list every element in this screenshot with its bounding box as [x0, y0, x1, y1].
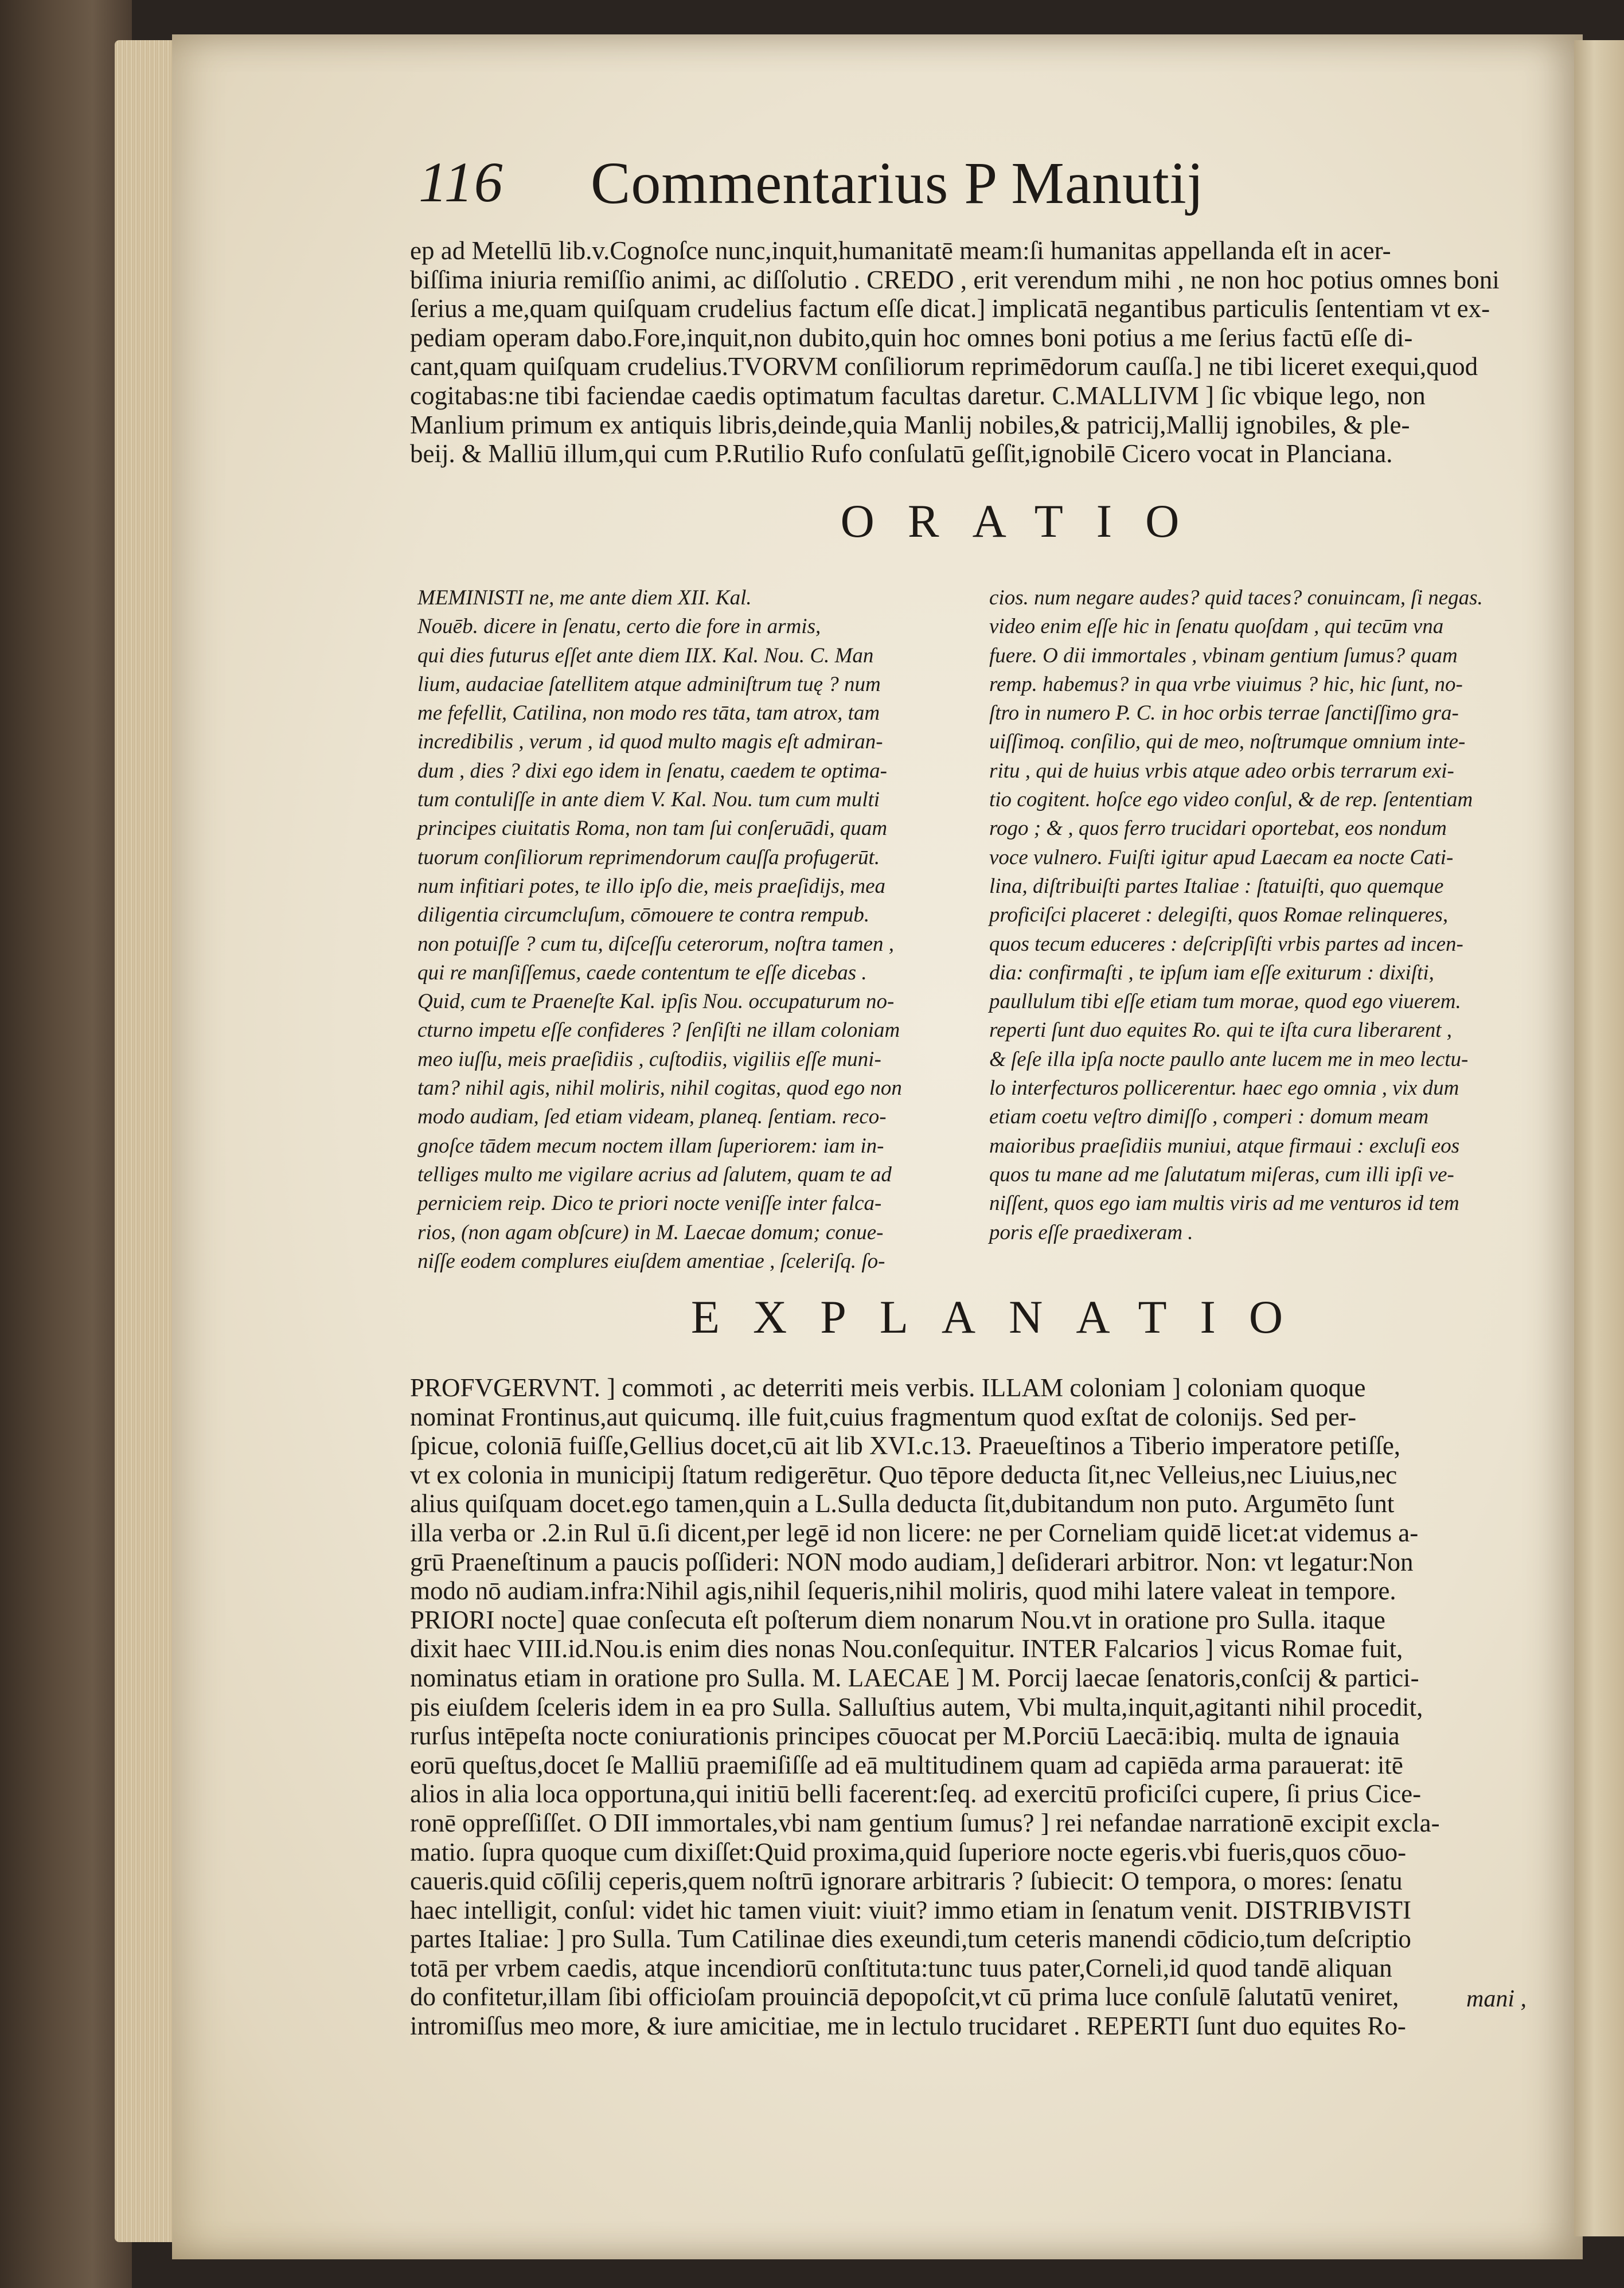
commentary-line: cogitabas:ne tibi faciendae caedis optimatum facultas daretur. C.MALLIVM ] ſic vbique lego, non: [410, 381, 1426, 410]
oratio-line: video enim eſſe hic in ſenatu quoſdam , qui tecūm vna: [989, 615, 1444, 639]
oratio-line: niſſe eodem complures eiuſdem amentiae , ſceleriſq. ſo-: [417, 1249, 885, 1273]
commentary-line: pediam operam dabo.Fore,inquit,non dubito,quin hoc omnes boni potius a me ſerius factū eſſe di-: [410, 323, 1413, 352]
explanatio-line: ſpicue, coloniā fuiſſe,Gellius docet,cū ait lib XVI.c.13. Praeueſtinos a Tiberio imperatore petiſſe,: [410, 1431, 1401, 1461]
explanatio-line: partes Italiae: ] pro Sulla. Tum Catilinae dies exeundi,tum ceteris manendi cōdicio,tum deſcriptio: [410, 1924, 1411, 1954]
page-header: [419, 149, 1393, 235]
oratio-line: modo audiam, ſed etiam videam, planeq. ſentiam. reco-: [417, 1105, 887, 1129]
commentary-line: Manlium primum ex antiquis libris,deinde,quia Manlij nobiles,& patricij,Mallij ignobiles, & ple-: [410, 410, 1410, 439]
oratio-line: rogo ; & , quos ferro trucidari oportebat, eos nondum: [989, 817, 1447, 841]
explanatio-line: vt ex colonia in municipij ſtatum redigerētur. Quo tēpore deducta ſit,nec Velleius,nec Liuius,nec: [410, 1460, 1397, 1489]
running-title: Commentarius P Manutij: [591, 150, 1204, 216]
oratio-line: incredibilis , verum , id quod multo magis eſt admiran-: [417, 730, 883, 754]
oratio-line: principes ciuitatis Roma, non tam ſui conſeruādi, quam: [417, 817, 888, 841]
oratio-line: non potuiſſe ? cum tu, diſceſſu ceterorum, noſtra tamen ,: [417, 932, 895, 956]
oratio-line: qui re manſiſſemus, caede contentum te eſſe dicebas .: [417, 961, 867, 985]
oratio-line: paullulum tibi eſſe etiam tum morae, quod ego viuerem.: [989, 990, 1461, 1014]
oratio-line: cturno impetu eſſe confideres ? ſenſiſti ne illam coloniam: [417, 1018, 900, 1043]
oratio-line: lium, audaciae ſatellitem atque adminiſtrum tuę ? num: [417, 672, 881, 696]
oratio-line: cios. num negare audes? quid taces? conuincam, ſi negas.: [989, 586, 1483, 610]
oratio-line: maioribus praeſidiis muniui, atque firmaui : excluſi eos: [989, 1134, 1460, 1158]
explanatio-line: haec intelligit, conſul: videt hic tamen viuit: viuit? immo etiam in ſenatum venit. DISTRIBVISTI: [410, 1895, 1411, 1924]
explanatio-line: alios in alia loca opportuna,qui initiū belli facerent:ſeq. ad exercitū proficiſci cupere, ſi prius Cice-: [410, 1779, 1422, 1809]
explanatio-line: alius quiſquam docet.ego tamen,quin a L.Sulla deducta ſit,dubitandum non puto. Argumēto ſunt: [410, 1489, 1395, 1518]
oratio-line: dum , dies ? dixi ego idem in ſenatu, caedem te optima-: [417, 759, 887, 783]
explanatio-text: [410, 1373, 1517, 2041]
oratio-line: poris eſſe praedixeram .: [989, 1220, 1193, 1244]
oratio-line: ſtro in numero P. C. in hoc orbis terrae ſanctiſſimo gra-: [989, 701, 1459, 725]
catchword: mani ,: [1466, 1986, 1527, 2012]
explanatio-line: PROFVGERVNT. ] commoti , ac deterriti meis verbis. ILLAM coloniam ] coloniam quoque: [410, 1373, 1366, 1402]
explanatio-line: eorū queſtus,docet ſe Malliū praemiſiſſe ad eā multitudinem quam ad capiēda arma parauerat: itē: [410, 1750, 1403, 1779]
explanatio-line: nominat Frontinus,aut quicumq. ille fuit,cuius fragmentum quod exſtat de colonijs. Sed per-: [410, 1402, 1357, 1431]
explanatio-line: illa verba or .2.in Rul ū.ſi dicent,per legē id non licere: ne per Corneliam quidē licet:at videmus a-: [410, 1518, 1419, 1547]
oratio-line: remp. habemus? in qua vrbe viuimus ? hic, hic ſunt, no-: [989, 672, 1463, 696]
explanatio-line: grū Praeneſtinum a paucis poſſideri: NON modo audiam,] deſiderari arbitror. Non: vt legatur:Non: [410, 1547, 1414, 1576]
commentary-line: ep ad Metellū lib.v.Cognoſce nunc,inquit,humanitatē meam:ſi humanitas appellanda eſt in acer-: [410, 236, 1391, 265]
oratio-line: Nouēb. dicere in ſenatu, certo die fore in armis,: [417, 615, 821, 639]
commentary-top: [410, 236, 1517, 468]
oratio-line: proficiſci placeret : delegiſti, quos Romae relinqueres,: [989, 903, 1449, 927]
oratio-line: quos tu mane ad me ſalutatum miſeras, cum illi ipſi ve-: [989, 1162, 1454, 1186]
oratio-line: num infitiari potes, te illo ipſo die, meis praeſidijs, mea: [417, 874, 886, 898]
oratio-left-column: [417, 584, 982, 1276]
oratio-line: tuorum conſiliorum reprimendorum cauſſa profugerūt.: [417, 845, 880, 869]
explanatio-line: nominatus etiam in oratione pro Sulla. M. LAECAE ] M. Porcij laecae ſenatoris,conſcij & partici-: [410, 1663, 1419, 1692]
commentary-line: ſerius a me,quam quiſquam crudelius factum eſſe dicat.] implicatā negantibus particulis ſententiam vt ex-: [410, 294, 1490, 323]
explanatio-line: PRIORI nocte] quae conſecuta eſt poſterum diem nonarum Nou.vt in oratione pro Sulla. itaque: [410, 1605, 1385, 1634]
oratio-line: voce vulnero. Fuiſti igitur apud Laecam ea nocte Cati-: [989, 845, 1454, 869]
book-cover-left: [0, 0, 132, 2288]
oratio-line: me fefellit, Catilina, non modo res tāta, tam atrox, tam: [417, 701, 880, 725]
explanatio-line: do confitetur,illam ſibi officioſam prouinciā depopoſcit,vt cū prima luce conſulē ſalutatū veniret,: [410, 1982, 1399, 2012]
oratio-right-column: [989, 584, 1554, 1247]
oratio-line: telliges multo me vigilare acrius ad ſalutem, quam te ad: [417, 1162, 892, 1186]
oratio-line: tam? nihil agis, nihil moliris, nihil cogitas, quod ego non: [417, 1076, 902, 1100]
oratio-line: qui dies futurus eſſet ante diem IIX. Kal. Nou. C. Man: [417, 643, 874, 667]
commentary-line: biſſima iniuria remiſſio animi, ac diſſolutio . CREDO , erit verendum mihi , ne non hoc potius omnes boni: [410, 265, 1500, 294]
explanatio-heading: EXPLANATIO: [690, 1291, 1317, 1343]
oratio-line: quos tecum educeres : deſcripſiſti vrbis partes ad incen-: [989, 932, 1463, 956]
oratio-line: tio cogitent. hoſce ego video conſul, & de rep. ſententiam: [989, 788, 1473, 812]
oratio-line: tum contuliſſe in ante diem V. Kal. Nou. tum cum multi: [417, 788, 880, 812]
oratio-line: dia: confirmaſti , te ipſum iam eſſe exiturum : dixiſti,: [989, 961, 1434, 985]
explanatio-line: modo nō audiam.infra:Nihil agis,nihil ſequeris,nihil moliris, quod mihi latere valeat in tempore.: [410, 1576, 1396, 1606]
oratio-line: fuere. O dii immortales , vbinam gentium ſumus? quam: [989, 643, 1458, 667]
explanatio-line: caueris.quid cōſilij ceperis,quem noſtrū ignorare arbitraris ? ſubiecit: O tempora, o mores: ſenatu: [410, 1867, 1403, 1896]
explanatio-line: totā per vrbem caedis, atque incendiorū conſtituta:tunc tuus pater,Corneli,id quod tandē aliquan: [410, 1953, 1392, 1982]
oratio-line: gnoſce tādem mecum noctem illam ſuperiorem: iam in-: [417, 1134, 884, 1158]
explanatio-line: dixit haec VIII.id.Nou.is enim dies nonas Nou.conſequitur. INTER Falcarios ] vicus Romae fuit,: [410, 1634, 1403, 1664]
commentary-line: beij. & Malliū illum,qui cum P.Rutilio Rufo conſulatū geſſit,ignobilē Cicero vocat in Planciana.: [410, 439, 1393, 468]
oratio-line: rios, (non agam obſcure) in M. Laecae domum; conue-: [417, 1220, 884, 1244]
oratio-line: niſſent, quos ego iam multis viris ad me venturos id tem: [989, 1192, 1459, 1216]
explanatio-line: rurſus intēpeſta nocte coniurationis principes cōuocat per M.Porciū Laecā:ibiq. multa de ignauia: [410, 1721, 1400, 1751]
page-number: 116: [419, 150, 504, 214]
oratio-line: reperti ſunt duo equites Ro. qui te iſta cura liberarent ,: [989, 1018, 1453, 1043]
facing-page-edge: [1574, 40, 1624, 2236]
explanatio-line: pis eiuſdem ſceleris idem in ea pro Sulla. Salluſtius autem, Vbi multa,inquit,agitanti nihil procedit,: [410, 1692, 1423, 1721]
oratio-line: Quid, cum te Praeneſte Kal. ipſis Nou. occupaturum no-: [417, 990, 895, 1014]
oratio-line: uiſſimoq. conſilio, qui de meo, noſtrumque omnium inte-: [989, 730, 1466, 754]
oratio-line: meo iuſſu, meis praeſidiis , cuſtodiis, vigiliis eſſe muni-: [417, 1047, 881, 1071]
commentary-line: cant,quam quiſquam crudelius.TVORVM conſiliorum reprimēdorum cauſſa.] ne tibi liceret exequi,quod: [410, 352, 1478, 381]
oratio-line: diligentia circumcluſum, cōmouere te contra rempub.: [417, 903, 870, 927]
explanatio-line: ronē oppreſſiſſet. O DII immortales,vbi nam gentium ſumus? ] rei nefandae narrationē excipit excla-: [410, 1808, 1440, 1837]
oratio-line: & ſeſe illa ipſa nocte paullo ante lucem me in meo lectu-: [989, 1047, 1469, 1071]
oratio-line: lo interfecturos pollicerentur. haec ego omnia , vix dum: [989, 1076, 1459, 1100]
oratio-line: lina, diſtribuiſti partes Italiae : ſtatuiſti, quo quemque: [989, 874, 1444, 898]
oratio-heading: ORATIO: [840, 495, 1213, 547]
explanatio-line: intromiſſus meo more, & iure amicitiae, me in lectulo trucidaret . REPERTI ſunt duo equites Ro-: [410, 2012, 1406, 2041]
explanatio-line: matio. ſupra quoque cum dixiſſet:Quid proxima,quid ſuperiore nocte egeris.vbi fueris,quos cōuo-: [410, 1837, 1407, 1867]
oratio-line: etiam coetu veſtro dimiſſo , comperi : domum meam: [989, 1105, 1429, 1129]
oratio-line: perniciem reip. Dico te priori nocte veniſſe inter falca-: [417, 1192, 882, 1216]
oratio-line: MEMINISTI ne, me ante diem XII. Kal.: [417, 586, 752, 610]
oratio-line: ritu , qui de huius vrbis atque adeo orbis terrarum exi-: [989, 759, 1454, 783]
